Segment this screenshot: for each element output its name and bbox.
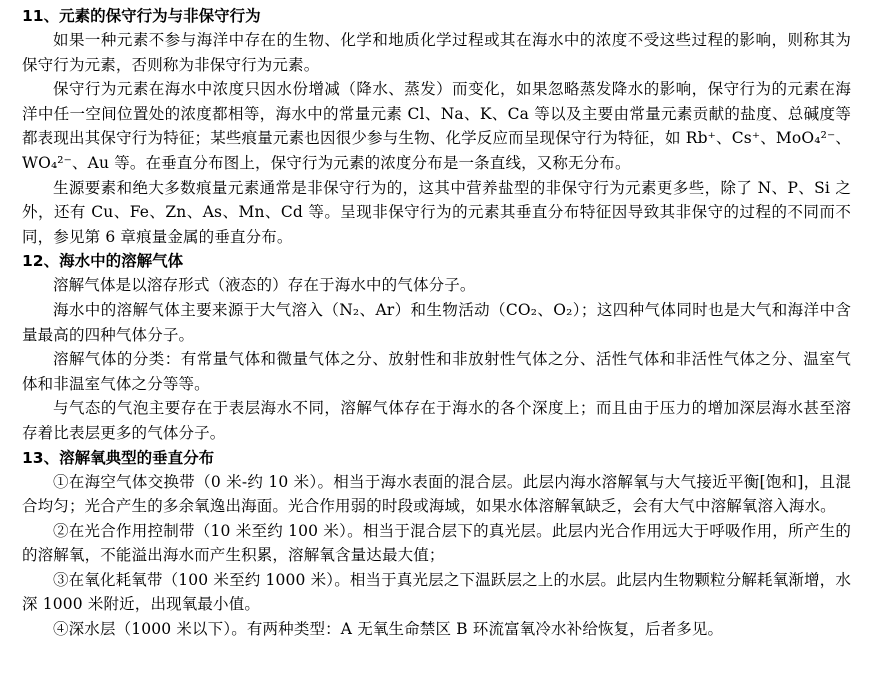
paragraph: 溶解气体的分类：有常量气体和微量气体之分、放射性和非放射性气体之分、活性气体和非活性气体之分、温室气体和非温室气体之分等等。 [22,350,851,393]
section-title: 12、海水中的溶解气体 [22,252,184,271]
section-title: 11、元素的保守行为与非保守行为 [22,7,261,25]
list-item: ②在光合作用控制带（10 米至约 100 米）。相当于混合层下的真光层。此层内光合作用远大于呼吸作用，所产生的的溶解氧，不能溢出海水而产生积累，溶解氧含量达最大值； [22,521,851,565]
section-title: 13、溶解氧典型的垂直分布 [22,448,215,467]
list-item: ③在氧化耗氧带（100 米至约 1000 米）。相当于真光层之下温跃层之上的水层。此层内生物颗粒分解耗氧渐增，水深 1000 米附近，出现氧最小值。 [22,570,851,614]
paragraph: 海水中的溶解气体主要来源于大气溶入（N₂、Ar）和生物活动（CO₂、O₂）；这四种气体同时也是大气和海洋中含量最高的四种气体分子。 [22,300,851,344]
paragraph: 与气态的气泡主要存在于表层海水不同，溶解气体存在于海水的各个深度上；而且由于压力的增加深层海水甚至溶存着比表层更多的气体分子。 [22,399,851,442]
list-item: ①在海空气体交换带（0 米-约 10 米）。相当于海水表面的混合层。此层内海水溶解氧与大气接近平衡[饱和]，且混合均匀；光合产生的多余氧逸出海面。光合作用弱的时段或海域，如果水体溶解氧缺乏，会有大气中溶解氧溶入海水。 [22,472,851,516]
paragraph: 生源要素和绝大多数痕量元素通常是非保守行为的，这其中营养盐型的非保守行为元素更多些，除了 N、P、Si 之外，还有 Cu、Fe、Zn、As、Mn、Cd 等。呈现非保守行为的元素其垂直分布特征因导致其非保守的过程的不同而不同，参见第 6 章痕量金属的垂直分布。 [22,178,851,246]
list-item: ④深水层（1000 米以下）。有两种类型：A 无氧生命禁区 B 环流富氧冷水补给恢复，后者多见。 [53,620,724,639]
paragraph: 如果一种元素不参与海洋中存在的生物、化学和地质化学过程或其在海水中的浓度不受这些过程的影响，则称其为保守行为元素，否则称为非保守行为元素。 [22,31,851,74]
paragraph: 溶解气体是以溶存形式（液态的）存在于海水中的气体分子。 [53,276,476,295]
paragraph: 保守行为元素在海水中浓度只因水份增减（降水、蒸发）而变化，如果忽略蒸发降水的影响，保守行为的元素在海洋中任一空间位置处的浓度都相等，海水中的常量元素 Cl、Na、K、Ca 等以及主要由常量元素贡献的盐度、总碱度等都表现出其保守行为特征；某些痕量元素也因很少参与生物、化学反应而呈现保守行为特征，如 Rb⁺、Cs⁺、MoO₄²⁻、WO₄²⁻、Au 等。在垂直分布图上，保守行为元素的浓度分布是一条直线，又称无分布。 [22,80,851,172]
